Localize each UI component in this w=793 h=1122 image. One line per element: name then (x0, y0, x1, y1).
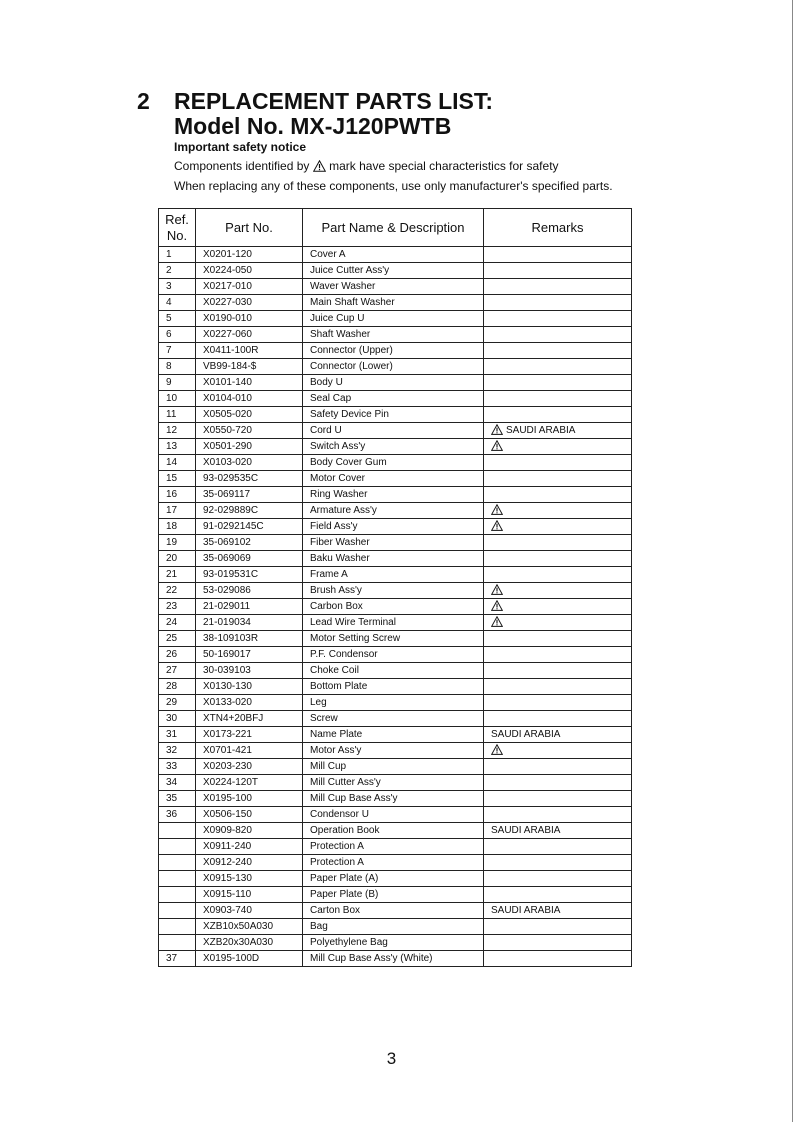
warning-icon (491, 440, 503, 451)
table-row (159, 951, 632, 967)
table-row (159, 711, 632, 727)
warning-icon (491, 584, 503, 595)
part-no-cell: X0101-140 (196, 375, 303, 391)
part-name-cell: Leg (303, 695, 484, 711)
table-row (159, 695, 632, 711)
part-no-cell: 93-029535C (196, 471, 303, 487)
ref-cell: 20 (159, 551, 196, 567)
remark-text: SAUDI ARABIA (491, 825, 561, 836)
table-row (159, 903, 632, 919)
ref-cell: 21 (159, 567, 196, 583)
part-no-cell: 50-169017 (196, 647, 303, 663)
part-no-cell: X0909-820 (196, 823, 303, 839)
remarks-cell (484, 551, 632, 567)
part-name-cell: Brush Ass'y (303, 583, 484, 599)
part-no-cell: X0224-050 (196, 263, 303, 279)
part-name-cell: Mill Cup (303, 759, 484, 775)
part-name-cell: Protection A (303, 855, 484, 871)
ref-cell (159, 871, 196, 887)
ref-cell: 8 (159, 359, 196, 375)
table-row (159, 439, 632, 455)
remarks-cell (484, 775, 632, 791)
remarks-cell (484, 903, 632, 919)
part-name-cell: Mill Cup Base Ass'y (White) (303, 951, 484, 967)
remarks-cell (484, 263, 632, 279)
table-row (159, 727, 632, 743)
remarks-cell (484, 615, 632, 631)
remarks-cell (484, 391, 632, 407)
part-name-cell: Screw (303, 711, 484, 727)
table-row (159, 487, 632, 503)
part-no-cell: X0915-130 (196, 871, 303, 887)
table-row (159, 535, 632, 551)
safety-notice-line-1-start: Components identified by (174, 159, 310, 173)
part-no-cell: X0190-010 (196, 311, 303, 327)
ref-cell: 12 (159, 423, 196, 439)
part-name-cell: Armature Ass'y (303, 503, 484, 519)
part-no-cell: X0505-020 (196, 407, 303, 423)
remarks-cell (484, 887, 632, 903)
safety-notice-line-2: When replacing any of these components, use only manufacturer's specified parts. (174, 179, 613, 193)
ref-cell: 32 (159, 743, 196, 759)
part-no-cell: X0195-100D (196, 951, 303, 967)
ref-cell: 10 (159, 391, 196, 407)
remarks-cell (484, 311, 632, 327)
part-name-cell: Main Shaft Washer (303, 295, 484, 311)
part-name-cell: Waver Washer (303, 279, 484, 295)
table-row (159, 407, 632, 423)
part-name-cell: Shaft Washer (303, 327, 484, 343)
table-row (159, 471, 632, 487)
part-no-cell: X0903-740 (196, 903, 303, 919)
ref-cell: 27 (159, 663, 196, 679)
part-name-cell: Bag (303, 919, 484, 935)
part-name-cell: Body U (303, 375, 484, 391)
remarks-cell (484, 839, 632, 855)
remarks-cell (484, 871, 632, 887)
remarks-cell (484, 695, 632, 711)
table-row (159, 871, 632, 887)
table-row (159, 919, 632, 935)
safety-notice-line-1 (174, 159, 559, 173)
table-row (159, 519, 632, 535)
remarks-cell (484, 407, 632, 423)
warning-icon (491, 600, 503, 611)
part-no-cell: 92-029889C (196, 503, 303, 519)
part-no-cell: X0224-120T (196, 775, 303, 791)
remarks-cell (484, 807, 632, 823)
parts-table (158, 208, 632, 967)
part-name-cell: Motor Ass'y (303, 743, 484, 759)
part-no-cell: X0195-100 (196, 791, 303, 807)
safety-notice-line-1-end: mark have special characteristics for safety (329, 159, 559, 173)
part-name-cell: Juice Cup U (303, 311, 484, 327)
table-row (159, 935, 632, 951)
part-no-cell: X0911-240 (196, 839, 303, 855)
table-row (159, 295, 632, 311)
ref-cell: 6 (159, 327, 196, 343)
ref-cell: 23 (159, 599, 196, 615)
ref-cell: 24 (159, 615, 196, 631)
table-row (159, 583, 632, 599)
ref-cell: 9 (159, 375, 196, 391)
warning-icon (491, 616, 503, 627)
warning-icon (491, 744, 503, 755)
part-name-cell: Frame A (303, 567, 484, 583)
part-no-cell: XZB20x30A030 (196, 935, 303, 951)
remark-text: SAUDI ARABIA (491, 729, 561, 740)
remarks-cell (484, 471, 632, 487)
ref-cell: 19 (159, 535, 196, 551)
table-row (159, 503, 632, 519)
part-name-cell: Fiber Washer (303, 535, 484, 551)
part-name-cell: Safety Device Pin (303, 407, 484, 423)
remarks-cell (484, 567, 632, 583)
remarks-cell (484, 359, 632, 375)
table-row (159, 807, 632, 823)
ref-cell: 4 (159, 295, 196, 311)
part-name-cell: Cover A (303, 247, 484, 263)
table-row (159, 855, 632, 871)
table-row (159, 599, 632, 615)
remarks-cell (484, 711, 632, 727)
part-no-cell: 35-069069 (196, 551, 303, 567)
table-row (159, 327, 632, 343)
part-name-cell: Body Cover Gum (303, 455, 484, 471)
part-no-cell: 38-109103R (196, 631, 303, 647)
table-row (159, 823, 632, 839)
remarks-cell (484, 519, 632, 535)
warning-icon (491, 424, 503, 435)
ref-cell (159, 903, 196, 919)
section-title: REPLACEMENT PARTS LIST: (174, 88, 494, 114)
part-no-cell: XZB10x50A030 (196, 919, 303, 935)
ref-cell: 3 (159, 279, 196, 295)
remarks-cell (484, 935, 632, 951)
table-row (159, 247, 632, 263)
table-row (159, 887, 632, 903)
remarks-cell (484, 423, 632, 439)
ref-cell: 17 (159, 503, 196, 519)
part-no-cell: X0701-421 (196, 743, 303, 759)
ref-cell (159, 887, 196, 903)
warning-icon (313, 160, 326, 172)
ref-cell: 7 (159, 343, 196, 359)
part-no-cell: X0912-240 (196, 855, 303, 871)
ref-cell: 5 (159, 311, 196, 327)
ref-cell: 28 (159, 679, 196, 695)
part-name-cell: Switch Ass'y (303, 439, 484, 455)
part-name-cell: Condensor U (303, 807, 484, 823)
part-no-cell: X0411-100R (196, 343, 303, 359)
section-number: 2 (137, 88, 150, 114)
model-number-title: Model No. MX-J120PWTB (174, 113, 452, 139)
remarks-cell (484, 247, 632, 263)
part-no-cell: X0130-130 (196, 679, 303, 695)
part-name-cell: Bottom Plate (303, 679, 484, 695)
header-part-no: Part No. (196, 209, 303, 247)
table-row (159, 759, 632, 775)
part-name-cell: Mill Cup Base Ass'y (303, 791, 484, 807)
table-row (159, 455, 632, 471)
table-row (159, 391, 632, 407)
ref-cell: 18 (159, 519, 196, 535)
remarks-cell (484, 583, 632, 599)
table-row (159, 567, 632, 583)
ref-cell: 2 (159, 263, 196, 279)
ref-cell: 26 (159, 647, 196, 663)
part-no-cell: XTN4+20BFJ (196, 711, 303, 727)
part-name-cell: Carton Box (303, 903, 484, 919)
ref-cell (159, 855, 196, 871)
table-row (159, 375, 632, 391)
part-no-cell: 21-029011 (196, 599, 303, 615)
ref-cell: 33 (159, 759, 196, 775)
part-no-cell: X0203-230 (196, 759, 303, 775)
remarks-cell (484, 503, 632, 519)
remarks-cell (484, 295, 632, 311)
part-no-cell: 53-029086 (196, 583, 303, 599)
part-no-cell: X0915-110 (196, 887, 303, 903)
ref-cell: 13 (159, 439, 196, 455)
part-name-cell: Polyethylene Bag (303, 935, 484, 951)
remarks-cell (484, 759, 632, 775)
remarks-cell (484, 679, 632, 695)
ref-cell: 35 (159, 791, 196, 807)
ref-cell: 16 (159, 487, 196, 503)
remarks-cell (484, 279, 632, 295)
part-name-cell: Mill Cutter Ass'y (303, 775, 484, 791)
ref-cell (159, 919, 196, 935)
remarks-cell (484, 823, 632, 839)
ref-cell: 1 (159, 247, 196, 263)
ref-cell: 14 (159, 455, 196, 471)
ref-cell: 34 (159, 775, 196, 791)
ref-cell: 36 (159, 807, 196, 823)
part-no-cell: X0133-020 (196, 695, 303, 711)
warning-icon (491, 520, 503, 531)
part-name-cell: Connector (Lower) (303, 359, 484, 375)
part-name-cell: Paper Plate (B) (303, 887, 484, 903)
ref-cell: 29 (159, 695, 196, 711)
table-row (159, 663, 632, 679)
part-no-cell: 93-019531C (196, 567, 303, 583)
table-row (159, 279, 632, 295)
ref-cell: 11 (159, 407, 196, 423)
table-row (159, 791, 632, 807)
warning-icon (491, 504, 503, 515)
ref-cell (159, 935, 196, 951)
remarks-cell (484, 663, 632, 679)
part-name-cell: Field Ass'y (303, 519, 484, 535)
table-row (159, 343, 632, 359)
table-row (159, 615, 632, 631)
safety-notice-title: Important safety notice (174, 140, 307, 154)
remarks-cell (484, 951, 632, 967)
part-name-cell: Baku Washer (303, 551, 484, 567)
table-header-row (159, 209, 632, 247)
part-no-cell: 30-039103 (196, 663, 303, 679)
part-no-cell: 21-019034 (196, 615, 303, 631)
part-name-cell: Juice Cutter Ass'y (303, 263, 484, 279)
part-no-cell: X0104-010 (196, 391, 303, 407)
table-row (159, 743, 632, 759)
remarks-cell (484, 631, 632, 647)
table-row (159, 311, 632, 327)
remarks-cell (484, 855, 632, 871)
ref-cell: 22 (159, 583, 196, 599)
table-row (159, 647, 632, 663)
remarks-cell (484, 647, 632, 663)
remarks-cell (484, 919, 632, 935)
table-row (159, 631, 632, 647)
header-ref-no (159, 209, 196, 247)
table-row (159, 839, 632, 855)
part-name-cell: Operation Book (303, 823, 484, 839)
ref-cell: 15 (159, 471, 196, 487)
part-name-cell: Lead Wire Terminal (303, 615, 484, 631)
part-name-cell: Seal Cap (303, 391, 484, 407)
table-row (159, 423, 632, 439)
part-no-cell: X0173-221 (196, 727, 303, 743)
part-no-cell: X0217-010 (196, 279, 303, 295)
table-row (159, 359, 632, 375)
part-name-cell: Choke Coil (303, 663, 484, 679)
part-name-cell: Cord U (303, 423, 484, 439)
remarks-cell (484, 487, 632, 503)
remarks-cell (484, 343, 632, 359)
part-name-cell: Paper Plate (A) (303, 871, 484, 887)
table-row (159, 679, 632, 695)
part-name-cell: Protection A (303, 839, 484, 855)
ref-cell (159, 839, 196, 855)
remarks-cell (484, 743, 632, 759)
part-name-cell: P.F. Condensor (303, 647, 484, 663)
remarks-cell (484, 727, 632, 743)
header-ref-label: Ref. No. (165, 211, 189, 243)
remarks-cell (484, 455, 632, 471)
ref-cell: 31 (159, 727, 196, 743)
part-no-cell: X0103-020 (196, 455, 303, 471)
remarks-cell (484, 439, 632, 455)
part-no-cell: 91-0292145C (196, 519, 303, 535)
table-row (159, 263, 632, 279)
ref-cell: 25 (159, 631, 196, 647)
remarks-cell (484, 791, 632, 807)
table-row (159, 551, 632, 567)
table-row (159, 775, 632, 791)
part-name-cell: Connector (Upper) (303, 343, 484, 359)
part-no-cell: 35-069102 (196, 535, 303, 551)
header-remarks: Remarks (484, 209, 632, 247)
remarks-cell (484, 599, 632, 615)
part-no-cell: X0506-150 (196, 807, 303, 823)
part-no-cell: X0227-060 (196, 327, 303, 343)
part-no-cell: X0501-290 (196, 439, 303, 455)
remark-text: SAUDI ARABIA (491, 905, 561, 916)
ref-cell (159, 823, 196, 839)
remarks-cell (484, 327, 632, 343)
part-name-cell: Carbon Box (303, 599, 484, 615)
remarks-cell (484, 535, 632, 551)
part-name-cell: Motor Setting Screw (303, 631, 484, 647)
part-no-cell: X0201-120 (196, 247, 303, 263)
ref-cell: 30 (159, 711, 196, 727)
page-number: 3 (386, 1049, 397, 1068)
remarks-cell (484, 375, 632, 391)
part-no-cell: X0550-720 (196, 423, 303, 439)
ref-cell: 37 (159, 951, 196, 967)
part-name-cell: Name Plate (303, 727, 484, 743)
part-no-cell: 35-069117 (196, 487, 303, 503)
remark-text: SAUDI ARABIA (506, 425, 576, 436)
part-name-cell: Motor Cover (303, 471, 484, 487)
part-name-cell: Ring Washer (303, 487, 484, 503)
part-no-cell: X0227-030 (196, 295, 303, 311)
part-no-cell: VB99-184-$ (196, 359, 303, 375)
header-part-name: Part Name & Description (303, 209, 484, 247)
